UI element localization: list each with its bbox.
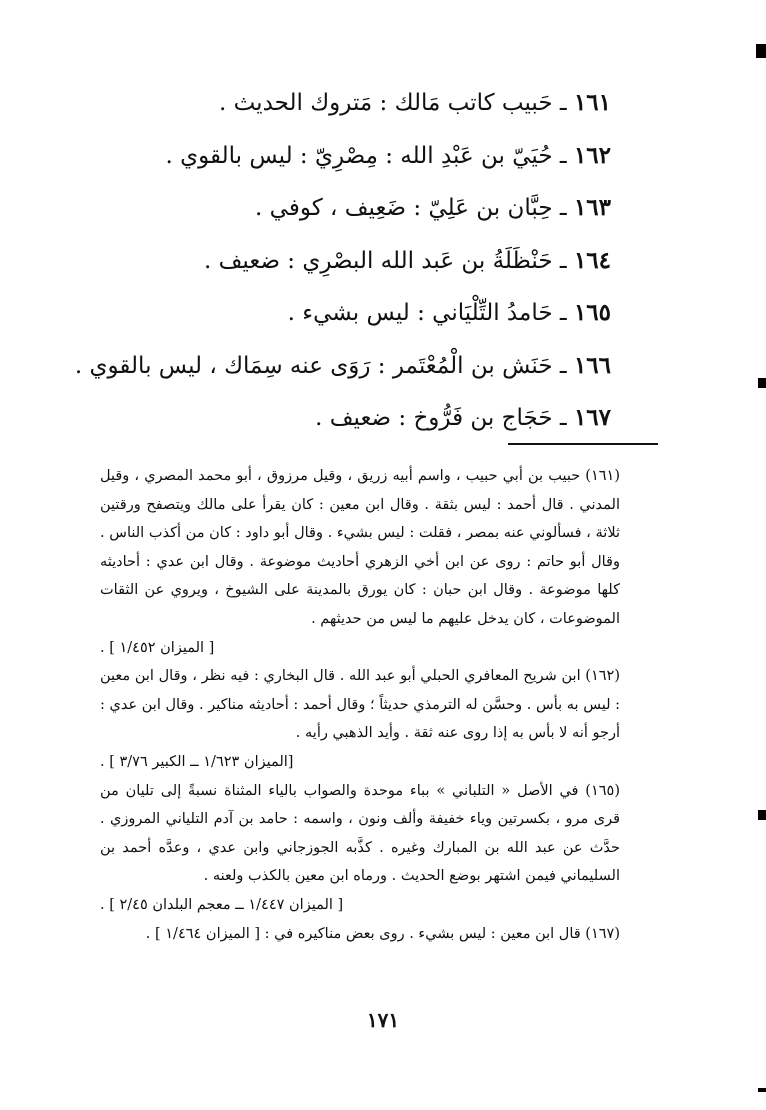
entry-text: حُيَيّ بن عَبْدِ الله : مِصْرِيّ : ليس بالقوي . [165, 142, 553, 169]
footnote-165 [100, 777, 620, 920]
entry-163: ١٦٣ ـ حِبَّان بن عَلِيّ : ضَعِيف ، كوفي . [255, 194, 611, 221]
footnote-text: (١٦٥) في الأصل « التلباني » بباء موحدة والصواب بالياء المثناة نسبةً إلى تليان من قرى مرو ، بكسرتين وياء خفيفة وألف ونون ، واسمه : حامد بن آدم التلياني المروزي . حدَّث عن عبد الله بن المبارك وغيره . كذَّبه الجوزجاني وابن عدي ، وعدَّه أحمد بن السليماني فيمن اشتهر بوضع الحديث . ورماه ابن معين بالكذب ولعنه . [100, 782, 620, 885]
entry-number: ١٦٥ [573, 299, 611, 326]
footnote-source: [ الميزان ١/٤٥٢ ] . [100, 639, 215, 656]
scan-edge-mark [758, 378, 766, 388]
narrator-entries [74, 80, 611, 448]
entry-text: حَنَش بن الْمُعْتَمر : رَوَى عنه سِمَاك ، ليس بالقوي . [74, 352, 553, 379]
entry-number: ١٦٦ [573, 351, 611, 379]
entry-164: ١٦٤ ـ حَنْظَلَةُ بن عَبد الله البصْرِي : ضعيف . [204, 246, 611, 274]
scan-edge-mark [758, 810, 766, 820]
footnote-source: [الميزان ١/٦٢٣ ــ الكبير ٣/٧٦ ] . [100, 753, 294, 770]
entry-number: ١٦٧ [573, 404, 611, 431]
footnote-161 [100, 462, 620, 662]
entry-number: ١٦٣ [573, 194, 611, 221]
entry-161: ١٦١ ـ حَبيب كاتب مَالك : مَتروك الحديث . [218, 89, 611, 116]
footnote-text: (١٦٢) ابن شريح المعافري الحبلي أبو عبد الله . قال البخاري : فيه نظر ، وقال ابن معين : ليس به بأس . وحسَّن له الترمذي حديثاً ؛ وقال أحمد : أحاديثه مناكير . وقال ابن عدي : أرجو أنه لا بأس به إذا روى عنه ثقة . وأيد الذهبي رأيه . [100, 668, 620, 742]
entry-text: حَامدُ التِّلْيَاني : ليس بشيء . [287, 300, 553, 326]
entry-165: ١٦٥ ـ حَامدُ التِّلْيَاني : ليس بشيء . [287, 299, 611, 326]
entry-number: ١٦٢ [573, 141, 611, 169]
entry-167: ١٦٧ ـ حَجَاج بن فَرُّوخ : ضعيف . [315, 404, 611, 431]
entry-number: ١٦٤ [573, 246, 611, 274]
footnote-source: [ الميزان ١/٤٤٧ ــ معجم البلدان ٢/٤٥ ] . [100, 896, 344, 913]
footnote-text: (١٦١) حبيب بن أبي حبيب ، واسم أبيه زريق ، وقيل مرزوق ، أبو محمد المصري ، وقيل المدني . قال أحمد : ليس بثقة . وقال ابن معين : كان يقرأ على مالك ويتصفح ورقتين ثلاثة ، فسألوني عنه بمصر ، فقلت : ليس بشيء . وقال أبو داود : كان من أكذب الناس . وقال أبو حاتم : روى عن ابن أخي الزهري أحاديث موضوعة . وقال ابن عدي : أحاديثه كلها موضوعة . وقال ابن حبان : كان يورق بالمدينة على الشيوخ ، ويروي عن الثقات الموضوعات ، كان يدخل عليهم ما ليس من حديثهم . [100, 468, 620, 627]
entry-text: حِبَّان بن عَلِيّ : ضَعِيف ، كوفي . [255, 195, 553, 221]
entry-166: ١٦٦ ـ حَنَش بن الْمُعْتَمر : رَوَى عنه سِمَاك ، ليس بالقوي . [74, 351, 611, 379]
page-number: ١٧١ [366, 1008, 400, 1032]
footnote-167 [100, 920, 620, 949]
entry-number: ١٦١ [573, 89, 611, 116]
entry-text: حَجَاج بن فَرُّوخ : ضعيف . [315, 405, 553, 431]
footnote-divider [508, 443, 658, 445]
scan-edge-mark [758, 1088, 766, 1092]
entry-162: ١٦٢ ـ حُيَيّ بن عَبْدِ الله : مِصْرِيّ : ليس بالقوي . [165, 141, 611, 169]
footnote-text: (١٦٧) قال ابن معين : ليس بشيء . روى بعض مناكيره في : [ الميزان ١/٤٦٤ ] . [145, 925, 620, 942]
footnote-162 [100, 662, 620, 776]
scan-edge-mark [756, 44, 766, 58]
entry-text: حَبيب كاتب مَالك : مَتروك الحديث . [218, 90, 553, 116]
footnotes [100, 462, 620, 948]
entry-text: حَنْظَلَةُ بن عَبد الله البصْرِي : ضعيف . [204, 247, 553, 274]
